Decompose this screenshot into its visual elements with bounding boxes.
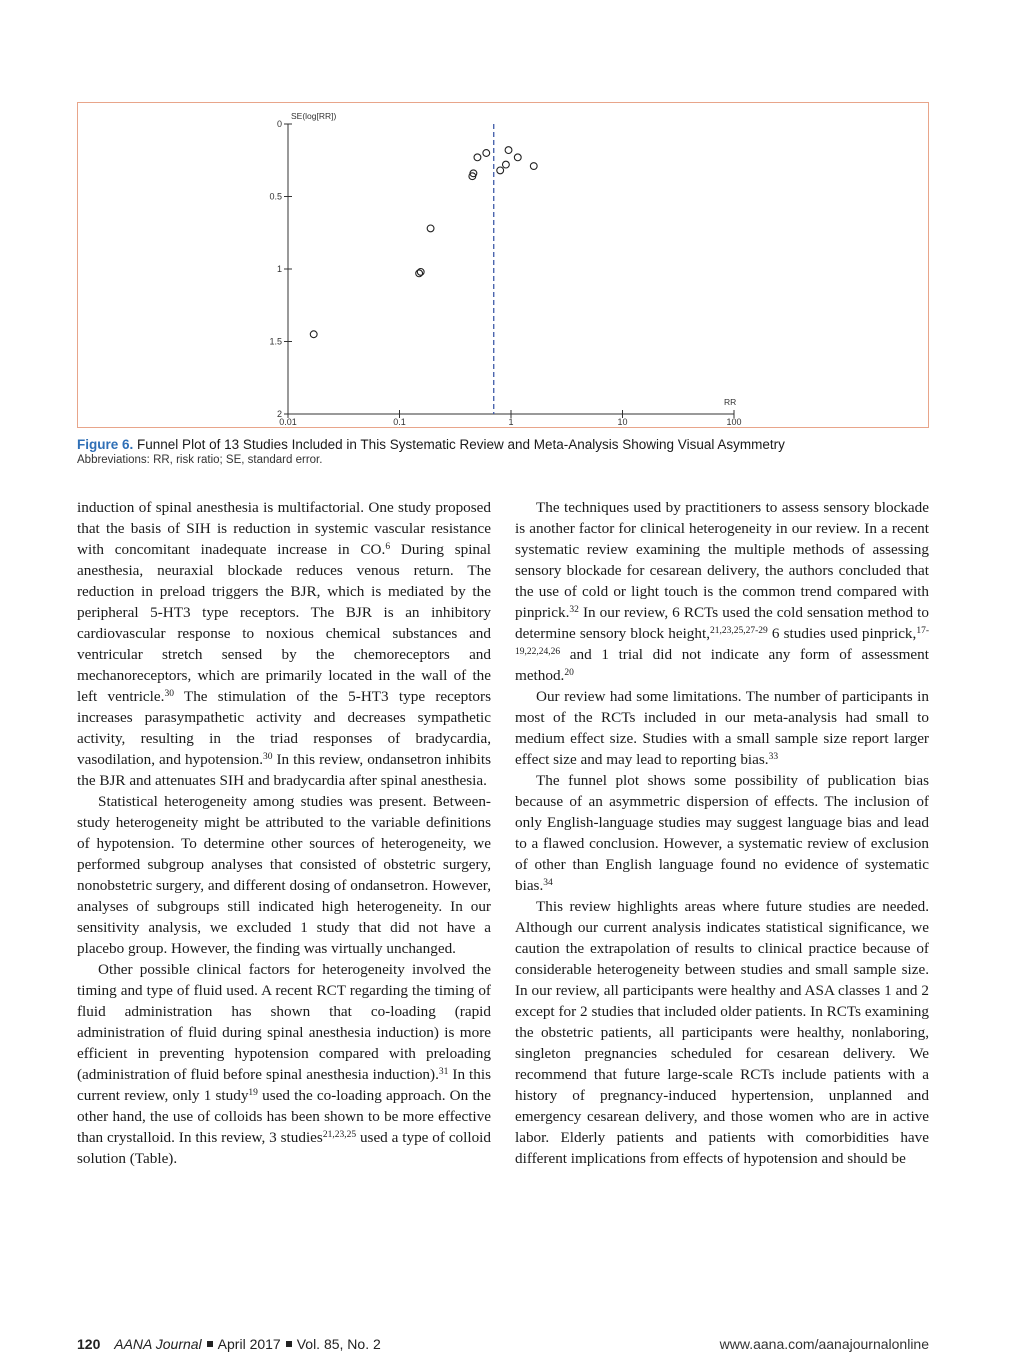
study-point (530, 163, 537, 170)
y-tick-label: 2 (276, 409, 282, 419)
study-point (427, 225, 434, 232)
study-point (474, 154, 481, 161)
page-footer (77, 1336, 929, 1356)
left-paragraph-3: Other possible clinical factors for heterogeneity involved the timing and type of fluid used. A recent RCT regarding the timing of fluid administration has shown that co-loading (rapid administration of fluid during spinal anesthesia induction) is more efficient in preventing hypotension compared with preloading (administration of fluid before spinal anesthesia induction).$^{31}$ In this current review, only 1 study$^{19}$ used the co-loading approach. On the other hand, the use of colloids has been shown to be more effective than crystalloid. In this review, 3 studies$^{21,23,25}$ used a type of colloid solution (Table). (77, 961, 491, 1167)
x-tick-label: 10 (617, 417, 628, 427)
caption-abbreviations: Abbreviations: RR, risk ratio; SE, standard error. (77, 454, 323, 466)
study-point (514, 154, 521, 161)
x-axis-title: RR (724, 397, 737, 407)
study-point (505, 147, 512, 154)
study-point (310, 331, 317, 338)
caption-title-text: Funnel Plot of 13 Studies Included in This Systematic Review and Meta-Analysis Showing Visual Asymmetry (137, 437, 785, 452)
issue-date: April 2017 (217, 1336, 281, 1352)
journal-name: AANA Journal (114, 1336, 202, 1352)
funnel-plot (78, 103, 928, 427)
x-tick-label: 100 (726, 417, 742, 427)
y-tick-label: 1 (276, 264, 282, 274)
left-paragraph-1: induction of spinal anesthesia is multifactorial. One study proposed that the basis of SIH is reduction in systemic vascular resistance with concomitant inadequate increase in CO.$^6$ During spinal anesthesia, neuraxial blockade reduces venous return. The reduction in preload triggers the BJR, which is mediated by the peripheral 5-HT3 type receptors. The BJR is an inhibitory cardiovascular response to noxious chemical substances and ventricular stretch sensed by the chemoreceptors and mechanoreceptors, which are primarily located in the wall of the left ventricle.$^{30}$ The stimulation of the 5-HT3 type receptors increases parasympathetic activity and decreases sympathetic activity, resulting in the triad responses of bradycardia, vasodilation, and hypotension.$^{30}$ In this review, ondansetron inhibits the BJR and attenuates SIH and bradycardia after spinal anesthesia. (77, 499, 491, 789)
caption-title (77, 436, 937, 453)
square-separator-icon (286, 1341, 292, 1347)
figure-frame (77, 102, 929, 428)
right-paragraph-1: The techniques used by practitioners to assess sensory blockade is another factor for clinical heterogeneity in our review. In a recent systematic review examining the multiple methods of assessing sensory blockade for cesarean delivery, the authors concluded that the use of cold or light touch is the common trend compared with pinprick.$^{32}$ In our review, 6 RCTs used the cold sensation method to determine sensory block height,$^{21,23,25,27-29}$ 6 studies used pinprick,$^{17-19,22,24,26}$ and 1 trial did not indicate any form of assessment method.$^{20}$ (515, 499, 929, 684)
square-separator-icon (207, 1341, 213, 1347)
study-point (483, 150, 490, 157)
x-tick-label: 0.1 (393, 417, 406, 427)
right-paragraph-2: Our review had some limitations. The number of participants in most of the RCTs included in our meta-analysis had small to medium effect size. Studies with a small sample size report larger effect size and may lead to reporting bias.$^{33}$ (515, 688, 929, 768)
study-point (502, 161, 509, 168)
study-point (417, 269, 424, 276)
right-column (515, 497, 929, 1169)
y-tick-label: 0 (276, 119, 282, 129)
left-paragraph-2: Statistical heterogeneity among studies was present. Between-study heterogeneity might be attributed to the variable definitions of hypotension. To determine other sources of heterogeneity, we performed subgroup analyses that consisted of obstetric surgery, nonobstetric surgery, and different dosing of ondansetron. However, analyses of subgroups still indicated high heterogeneity. In our sensitivity analysis, we excluded 1 study that did not have a placebo group. However, the finding was virtually unchanged. (77, 793, 491, 957)
y-tick-label: 0.5 (269, 191, 282, 202)
right-paragraph-4: This review highlights areas where future studies are needed. Although our current analysis indicates statistical significance, we caution the extrapolation of results to clinical practice because of considerable heterogeneity between studies and small sample size. In our review, all participants were healthy and ASA classes 1 and 2 except for 2 studies that included older patients. In RCTs examining the obstetric patients, all participants were healthy, nonlaboring, singleton pregnancies scheduled for cesarean delivery. We recommend that future large-scale RCTs include patients with a history of pregnancy-induced hypertension, unplanned and emergency cesarean delivery, and those women who are in active labor. Elderly patients and patients with comorbidities have different implications from effects of hypotension and should be (515, 898, 929, 1167)
right-paragraph-3: The funnel plot shows some possibility of publication bias because of an asymmetric dispersion of effects. The inclusion of only English-language studies may suggest language bias and lead to a flawed conclusion. However, a systematic review of exclusion of other than English language found no evidence of systematic bias.$^{34}$ (515, 772, 929, 894)
study-point (497, 167, 504, 174)
figure-label: Figure 6. (77, 437, 134, 452)
journal-url[interactable]: www.aana.com/aanajournalonline (719, 1336, 929, 1352)
x-tick-label: 0.01 (279, 417, 297, 427)
volume-info: Vol. 85, No. 2 (296, 1336, 381, 1352)
y-axis-title: SE(log[RR]) (291, 111, 337, 121)
left-column (77, 497, 491, 1169)
y-tick-label: 1.5 (269, 336, 282, 347)
figure-caption (77, 436, 937, 468)
x-tick-label: 1 (508, 417, 514, 427)
page-number: 120 (77, 1336, 101, 1352)
journal-info (114, 1336, 381, 1352)
